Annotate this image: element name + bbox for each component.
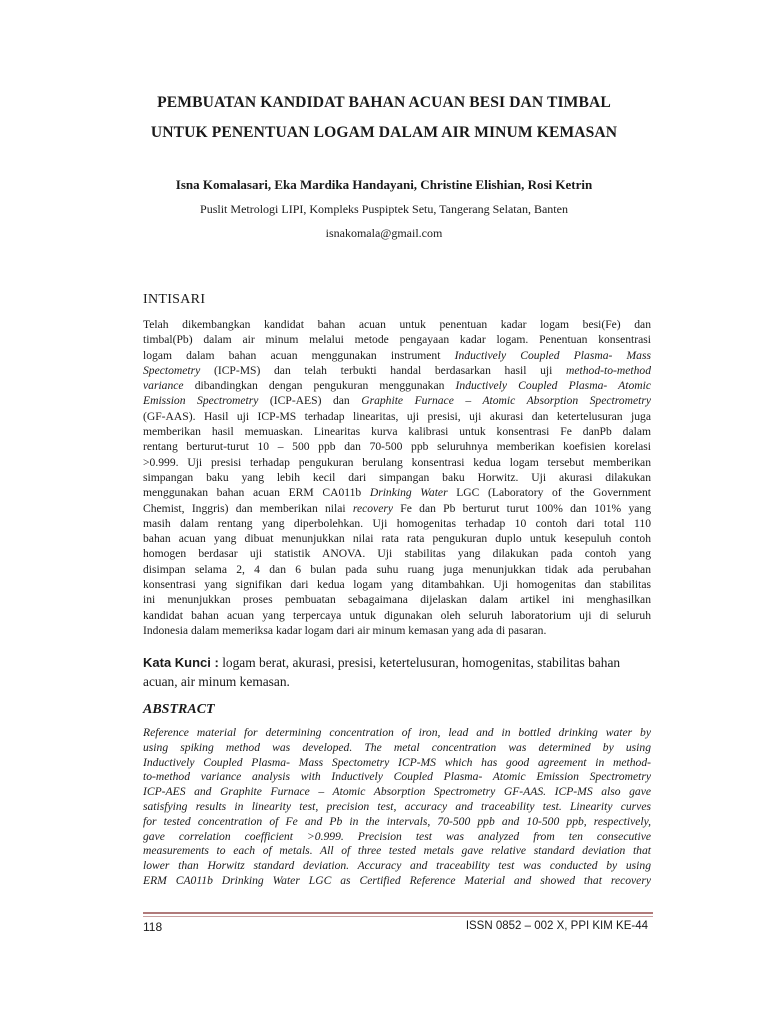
intisari-text: simpangan baku yang lebih kecil dari simpangan baku Horwitz. Uji akurasi dilakukan [143,470,651,484]
intisari-line [143,332,651,347]
intisari-text: LGC (Laboratory of the Government [447,486,651,500]
intisari-line [143,577,651,592]
intisari-text: homogen berdasar uji statistik ANOVA. Uji stabilitas yang dilakukan pada contoh yang [143,547,651,561]
intisari-term: Inductively Coupled Plasma- Mass [454,348,651,362]
abstract-line: ERM CA011b Drinking Water LGC as Certified Reference Material and showed that recovery [143,873,651,887]
keywords-text-1: logam berat, akurasi, presisi, ketertelusuran, homogenitas, stabilitas bahan [218,655,621,670]
intisari-text: >0.999. Uji presisi terhadap pengukuran berulang konsentrasi kedua logam tersebut memberikan [143,455,651,469]
abstract-body [143,726,651,889]
intisari-line [143,439,651,454]
intisari-text: Telah dikembangkan kandidat bahan acuan untuk penentuan kadar logam besi(Fe) dan [143,318,651,331]
author-list: Isna Komalasari, Eka Mardika Handayani, Christine Elishian, Rosi Ketrin [175,177,593,192]
intisari-text: masih dalam rentang yang diperbolehkan. Uji homogenitas terhadap 10 contoh dari total 110 [143,516,651,530]
intisari-line [143,470,651,485]
intisari-body [143,317,651,638]
intisari-text: bahan acuan yang dibuat menunjukkan nilai rata rata pengukuran duplo untuk kesepuluh contoh [143,532,651,546]
abstract-line: using spiking method was developed. The metal concentration was determined by using [143,740,651,754]
intisari-text: menggunakan bahan acuan ERM CA011b [143,486,370,500]
intisari-line [143,592,651,607]
intisari-line [143,393,651,408]
intisari-text: (ICP-AES) dan [258,394,362,408]
intisari-text: memberikan hasil memuaskan. Linearitas kurva kalibrasi untuk konsentrasi Fe danPb dalam [143,425,651,439]
intisari-term: recovery [352,501,394,515]
author-email: isnakomala@gmail.com [325,226,443,240]
abstract-line: ICP-AES and Graphite Furnace – Atomic Absorption Spectrometry GF-AAS. ICP-MS also gave [143,785,651,799]
intisari-text: ini menunjukkan proses pembuatan sebagaimana dijelaskan dalam artikel ini menghasilkan [143,593,651,607]
intisari-term: method-to-method [565,363,651,377]
intisari-term: Inductively Coupled Plasma- Atomic [455,379,651,393]
abstract-line: for tested concentration of Fe and Pb in the intervals, 70-500 ppb and 10-500 ppb, respectively, [143,814,651,828]
abstract-line: measurements to each of metals. All of three tested metals gave relative standard deviation that [143,844,651,858]
intisari-text: kandidat bahan acuan yang terpercaya untuk digunakan oleh seluruh laboratorium uji di seluruh [143,608,651,622]
keywords-label: Kata Kunci : [143,655,219,670]
footer-rule-thin [143,916,653,917]
intisari-line [143,348,651,363]
intisari-term: Spectometry [143,363,201,377]
page-number: 118 [143,920,163,934]
intisari-line [143,516,651,531]
title-line-2: UNTUK PENENTUAN LOGAM DALAM AIR MINUM KEMASAN [150,124,618,141]
abstract-line: to-method variance analysis with Inductively Coupled Plasma- Atomic Emission Spectrometry [143,770,651,784]
abstract-heading: ABSTRACT [143,702,215,717]
intisari-line [143,424,651,439]
intisari-term: Emission Spectrometry [143,394,259,408]
intisari-line [143,363,651,378]
footer-rule [143,912,653,914]
intisari-term: Graphite Furnace – Atomic Absorption Spectrometry [361,394,652,408]
intisari-line [143,546,651,561]
keywords [143,653,651,691]
intisari-term: Drinking Water [369,486,448,500]
intisari-line [143,378,651,393]
intisari-line [143,455,651,470]
abstract-line: lower than Horwitz standard deviation. Accuracy and traceability test was conducted by using [143,859,651,873]
intisari-line [143,608,651,623]
abstract-line: gave correlation coefficient >0.999. Precision test was analyzed from ten consecutive [143,829,651,843]
intisari-line [143,317,651,332]
intisari-text: timbal(Pb) dalam air minum melalui metode pengayaan kadar logam. Penentuan konsentrasi [143,333,651,347]
intisari-text: logam dalam bahan acuan menggunakan instrument [143,348,455,362]
intisari-text: konsentrasi yang signifikan dari kedua logam yang ditambahkan. Uji homogenitas dan stabilitas [143,578,651,592]
intisari-text: dibandingkan dengan pengukuran menggunakan [183,379,456,393]
intisari-line [143,409,651,424]
intisari-text: disimpan selama 2, 4 dan 6 bulan pada suhu ruang juga menunjukkan tidak ada perubahan [143,562,651,576]
intisari-line [143,562,651,577]
intisari-term: variance [143,379,184,393]
intisari-line [143,531,651,546]
affiliation: Puslit Metrologi LIPI, Kompleks Puspiptek Setu, Tangerang Selatan, Banten [200,202,568,216]
abstract-line: satisfying results in linearity test, precision test, accuracy and traceability test. Linearity curves [143,799,651,813]
intisari-line [143,501,651,516]
intisari-text: Indonesia dalam memeriksa kadar logam dari air minum kemasan yang ada di pasaran. [143,623,547,637]
paper-title [90,88,678,148]
intisari-heading: INTISARI [143,292,206,307]
intisari-text: Fe dan Pb berturut turut 100% dan 101% yang [393,501,651,515]
intisari-line [143,623,651,638]
abstract-line: Inductively Coupled Plasma- Mass Spectometry ICP-MS which has good agreement in method- [143,755,651,769]
intisari-text: Chemist, Inggris) dan memberikan nilai [143,501,353,515]
intisari-text: rentang berturut-turut 10 – 500 ppb dan 70-500 ppb seluruhnya memberikan koefisien korelasi [143,440,651,454]
keywords-text-2: acuan, air minum kemasan. [143,674,290,689]
issn-label: ISSN 0852 – 002 X, PPI KIM KE-44 [465,920,648,932]
abstract-line: Reference material for determining concentration of iron, lead and in bottled drinking water by [143,726,651,739]
intisari-text: (ICP-MS) dan telah terbukti handal berdasarkan hasil uji [200,363,566,377]
title-line-1: PEMBUATAN KANDIDAT BAHAN ACUAN BESI DAN TIMBAL [157,94,611,111]
intisari-text: (GF-AAS). Hasil uji ICP-MS terhadap linearitas, uji presisi, uji akurasi dan ketertelusuran juga [143,409,651,423]
intisari-line [143,485,651,500]
